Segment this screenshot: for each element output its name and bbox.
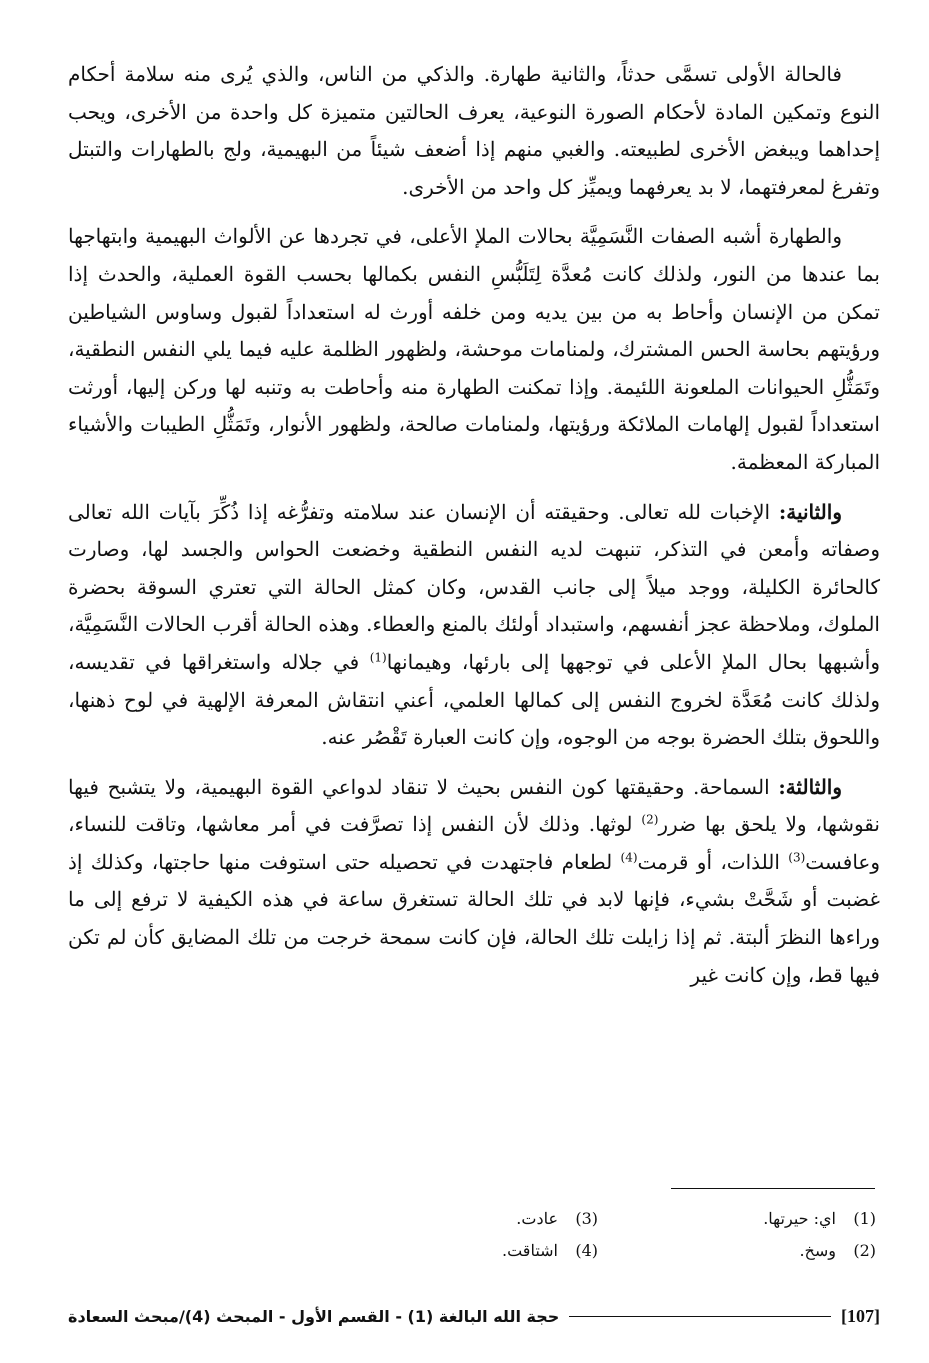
page-number: [107] (841, 1305, 880, 1326)
footnote-item (320, 1235, 598, 1267)
footnote-reference[interactable]: (1) (369, 650, 387, 665)
footnote-item (598, 1235, 876, 1267)
footnote-item (320, 1203, 598, 1235)
paragraph-lead: والثالثة: (778, 774, 842, 799)
footnote-text: اي: حيرتها. (763, 1209, 836, 1228)
footnote-reference[interactable]: (2) (641, 812, 659, 827)
footnote-reference[interactable]: (4) (620, 850, 638, 865)
footnote-number: (1) (853, 1209, 876, 1228)
footnote-number: (2) (853, 1241, 876, 1260)
paragraph-text: السماحة. وحقيقتها كون النفس بحيث لا تنقاد لدواعي القوة البهيمية، ولا يتشبح فيها نقوشها، ولا يلحق بها ضرر (68, 774, 880, 837)
running-footer (68, 1301, 880, 1331)
paragraph-text: الإخبات لله تعالى. وحقيقته أن الإنسان عند سلامته وتفرُّغه إذا ذُكِّرَ بآيات الله تعالى وصفاته وأمعن في التذكر، تنبهت لديه النفس النطقية وخضعت الحواس والجسد لها، وصارت كالحائرة الكليلة، ووجد ميلاً إلى جانب القدس، وكان كمثل الحالة التي تعتري السوقة بحضرة الملوك، وملاحظة عجز أنفسهم، واستبداد أولئك بالمنع والعطاء. وهذه الحالة أقرب الحالات النَّسَمِيَّة، وأشبهها بحال الملإ الأعلى في توجهها إلى بارئها، وهيمانها (68, 499, 881, 674)
footnote-text: عادت. (516, 1209, 558, 1228)
paragraph-text: والطهارة أشبه الصفات النَّسَمِيَّة بحالات الملإ الأعلى، في تجردها عن الألواث البهيمية وابتهاجها بما عندها من النور، ولذلك كانت مُعدَّة لِتَلَبُّسِ النفس بكمالها بحسب القوة العملية، والحدث إذا تمكن من الإنسان وأحاط به من بين يديه ومن خلفه أورث له استعداداً لقبول وساوس الشياطين ورؤيتهم بحاسة الحس المشترك، ولمنامات موحشة، ولظهور الظلمة عليه فيما يلي النفس النطقية، وتَمَثُّلِ الحيوانات الملعونة اللئيمة. وإذا تمكنت الطهارة منه وأحاطت به وتنبه لها وركن إليها، أورثت استعداداً لقبول إلهامات الملائكة ورؤيتها، ولمنامات صالحة، ولظهور الأنوار، وتَمَثُّلِ الطيبات والأشياء المباركة المعظمة. (68, 224, 880, 474)
footnote-text: اشتاقت. (502, 1241, 558, 1260)
footnote-divider (671, 1188, 875, 1189)
running-title: حجة الله البالغة (1) - القسم الأول - المبحث (4)/مبحث السعادة (68, 1306, 560, 1326)
footnote-row (320, 1235, 876, 1267)
paragraph-text: لطعام فاجتهدت في تحصيله حتى استوفت منها حاجتها، وكذلك إذ غضبت أو شَحَّتْ بشيء، فإنها لابد في تلك الحالة تستغرق ساعة في هذه الكيفية لا ترفع إلى ما وراءها النظرَ ألبتة. ثم إذا زايلت تلك الحالة، فإن كانت سمحة خرجت من تلك المضايق كأن لم تكن فيها قط، وإن كانت غير (68, 849, 880, 987)
paragraph-text: فالحالة الأولى تسمَّى حدثاً، والثانية طهارة. والذكي من الناس، والذي يُرى منه سلامة أحكام النوع وتمكين المادة لأحكام الصورة النوعية، يعرف الحالتين متميزة كل واحدة من الأخرى، ويحب إحداهما ويبغض الأخرى لطبيعته. والغبي منهم إذا أضعف شيئاً من البهيمية، ولج بالطهارات والتبتل وتفرغ لمعرفتهما، لا بد يعرفهما ويميِّز كل واحد من الأخرى. (68, 62, 880, 199)
paragraph-text: لوثها. وذلك لأن النفس إذا تصرَّفت في أمر معاشها، وتاقت للنساء، وعافست (68, 812, 881, 874)
paragraph-3 (68, 494, 880, 757)
paragraph-1 (68, 56, 880, 206)
footnote-reference[interactable]: (3) (788, 850, 806, 865)
footnote-item (598, 1203, 876, 1235)
paragraph-4 (68, 769, 880, 995)
footnote-number: (4) (575, 1241, 598, 1260)
footer-divider (569, 1316, 831, 1317)
footnote-text: وسخ. (799, 1241, 836, 1260)
main-text (68, 56, 880, 1006)
footnote-number: (3) (575, 1209, 598, 1228)
footnotes (320, 1203, 876, 1267)
paragraph-2 (68, 218, 880, 481)
paragraph-text: اللذات، أو قرمت (637, 849, 789, 874)
paragraph-text: في جلاله واستغراقها في تقديسه، ولذلك كانت مُعَدَّة لخروج النفس إلى كمالها العلمي، أعني انتقاش المعرفة الإلهية في لوح ذهنها، واللحوق بتلك الحضرة بوجه من الوجوه، وإن كانت العبارة تَقْصُر عنه. (68, 649, 880, 750)
footnote-row (320, 1203, 876, 1235)
paragraph-lead: والثانية: (778, 499, 842, 524)
